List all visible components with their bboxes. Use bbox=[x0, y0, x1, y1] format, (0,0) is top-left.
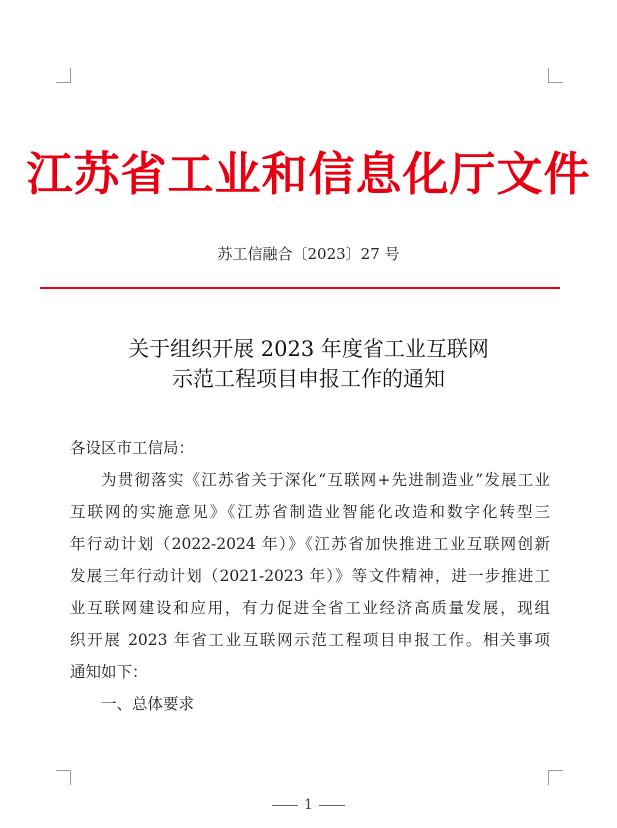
paragraph-line: 业互联网建设和应用，有力促进全省工业经济高质量发展，现组 bbox=[70, 599, 550, 617]
crop-mark-top-right bbox=[548, 68, 563, 83]
page-number-dash-right bbox=[319, 805, 345, 806]
notice-title-line-1: 关于组织开展 2023 年度省工业互联网 bbox=[128, 337, 489, 361]
document-masthead: 江苏省工业和信息化厅文件 bbox=[26, 147, 591, 201]
notice-body bbox=[70, 432, 550, 720]
page-number bbox=[0, 797, 617, 813]
crop-mark-top-left bbox=[56, 68, 71, 83]
salutation: 各设区市工信局： bbox=[70, 439, 195, 457]
paragraph-line: 发展三年行动计划（2021-2023 年）》等文件精神，进一步推进工 bbox=[70, 567, 550, 585]
section-heading: 一、总体要求 bbox=[101, 695, 195, 713]
paragraph-line: 互联网的实施意见》《江苏省制造业智能化改造和数字化转型三 bbox=[70, 503, 550, 521]
paragraph-line: 织开展 2023 年省工业互联网示范工程项目申报工作。相关事项 bbox=[70, 631, 550, 649]
page-number-value: 1 bbox=[304, 797, 313, 813]
paragraph-line: 为贯彻落实《江苏省关于深化“互联网+先进制造业”发展工业 bbox=[101, 471, 550, 489]
notice-title-line-2: 示范工程项目申报工作的通知 bbox=[172, 367, 445, 391]
crop-mark-bottom-left bbox=[56, 770, 71, 785]
crop-mark-bottom-right bbox=[548, 770, 563, 785]
page-number-dash-left bbox=[272, 805, 298, 806]
document-number: 苏工信融合〔2023〕27 号 bbox=[217, 245, 400, 263]
red-divider-line bbox=[40, 287, 560, 289]
notice-title bbox=[0, 334, 617, 394]
paragraph-line: 通知如下： bbox=[70, 663, 148, 681]
paragraph-line: 年行动计划（2022-2024 年）》《江苏省加快推进工业互联网创新 bbox=[70, 535, 550, 553]
intro-paragraph bbox=[70, 464, 550, 688]
